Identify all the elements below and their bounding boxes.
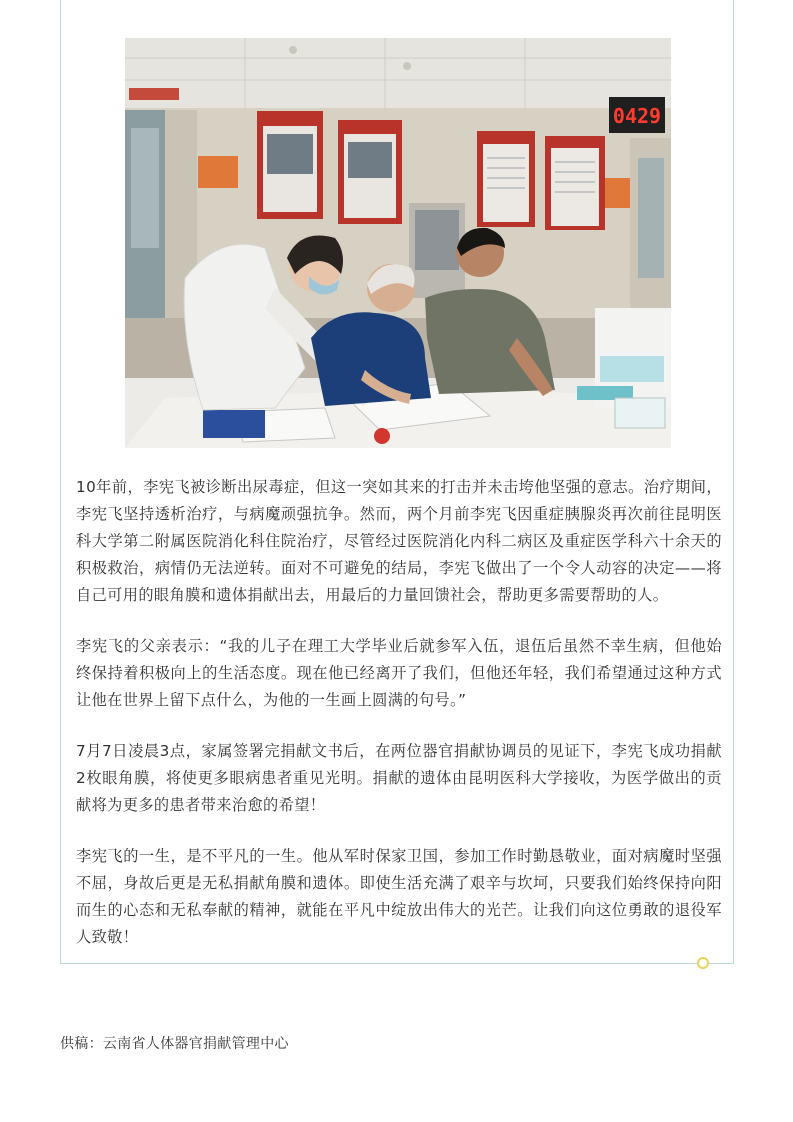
article-paragraph: 10年前，李宪飞被诊断出尿毒症，但这一突如其来的打击并未击垮他坚强的意志。治疗期间，李宪飞坚持透析治疗，与病魔顽强抗争。然而，两个月前李宪飞因重症胰腺炎再次前往昆明医科大学第二附属医院消化科住院治疗，尽管经过医院消化内科二病区及重症医学科六十余天的积极救治，病情仍无法逆转。面对不可避免的结局，李宪飞做出了一个令人动容的决定——将自己可用的眼角膜和遗体捐献出去，用最后的力量回馈社会，帮助更多需要帮助的人。 [76, 478, 722, 604]
article-paragraph: 李宪飞的一生，是不平凡的一生。他从军时保家卫国，参加工作时勤恳敬业，面对病魔时坚强不屈，身故后更是无私捐献角膜和遗体。即使生活充满了艰辛与坎坷，只要我们始终保持向阳而生的心态和无私奉献的精神，就能在平凡中绽放出伟大的光芒。让我们向这位勇敢的退役军人致敬！ [76, 847, 722, 946]
article-body [76, 474, 722, 975]
article-paragraph: 7月7日凌晨3点，家属签署完捐献文书后，在两位器官捐献协调员的见证下，李宪飞成功捐献2枚眼角膜，将使更多眼病患者重见光明。捐献的遗体由昆明医科大学接收，为医学做出的贡献将为更多的患者带来治愈的希望！ [76, 742, 722, 814]
article-paragraph: 李宪飞的父亲表示：“我的儿子在理工大学毕业后就参军入伍，退伍后虽然不幸生病，但他始终保持着积极向上的生活态度。现在他已经离开了我们，但他还年轻，我们希望通过这种方式让他在世界上留下点什么，为他的一生画上圆满的句号。” [76, 637, 722, 709]
hospital-scene-illustration [125, 38, 671, 448]
clock-display: 0429 [612, 104, 662, 128]
article-photo [125, 38, 671, 448]
article-credit: 供稿：云南省人体器官捐献管理中心 [60, 1036, 289, 1052]
